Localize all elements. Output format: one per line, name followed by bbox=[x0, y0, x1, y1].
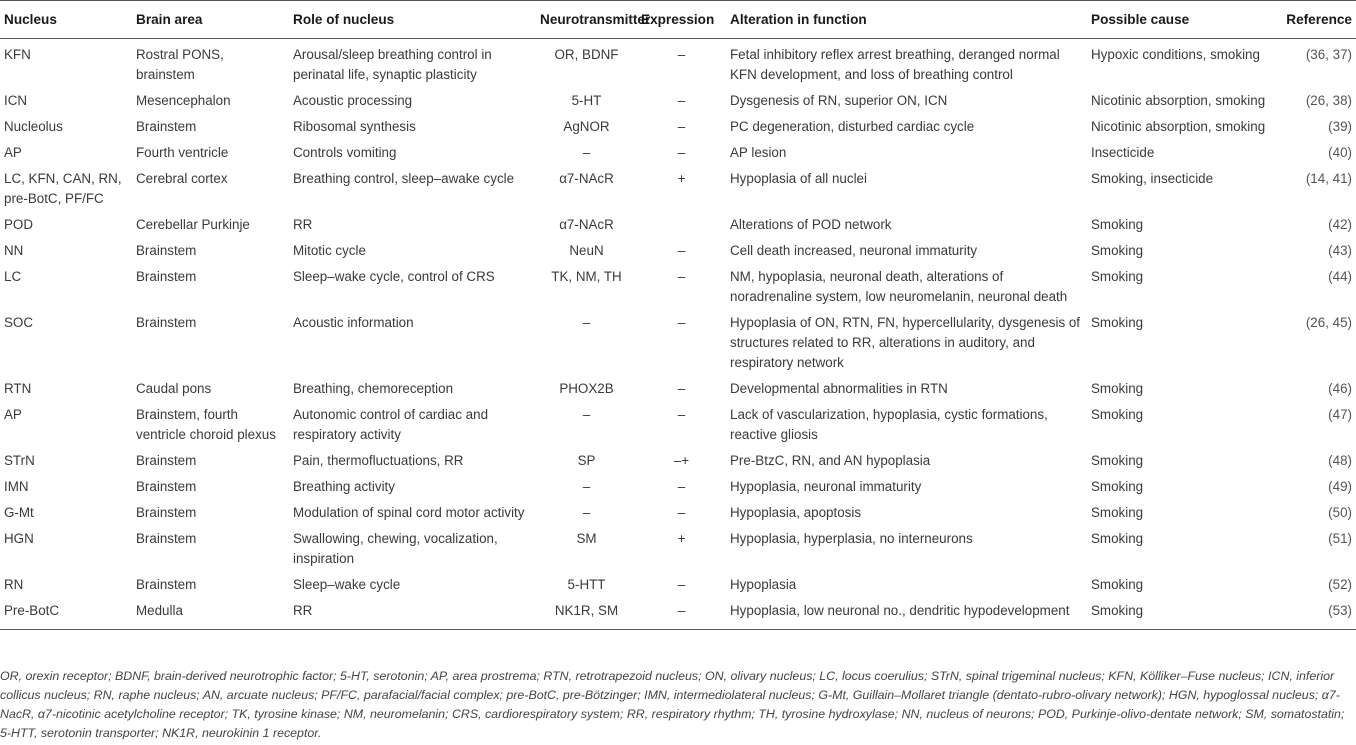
table-row bbox=[0, 209, 1356, 235]
role-cell: Sleep–wake cycle bbox=[293, 577, 401, 592]
expression-cell: –+ bbox=[673, 453, 690, 468]
table-row bbox=[0, 595, 1356, 630]
nucleus-cell: SOC bbox=[4, 315, 34, 330]
table-footnote: OR, orexin receptor; BDNF, brain-derived neurotrophic factor; 5-HT, serotonin; AP, area prostrema; RTN, retrotrapezoid nucleus; ON, olivary nucleus; LC, locus coerulius; STrN, spinal trigeminal nucleus; KFN, Kölliker–Fuse nucleus; ICN, inferior collicus nucleus; RN, raphe nucleus; AN, arcuate nucleus; PF/FC, parafacial/facial complex; pre-BotC, pre-Bötzinger; IMN, intermediolateral nucleus; G-Mt, Guillain–Mollaret triangle (dentato-rubro-olivary network); HGN, hypoglossal nucleus; α7-NacR, α7-nicotinic acetylcholine receptor; TK, tyrosine kinase; NM, neuromelanin; CRS, cardiorespiratory system; RR, respiratory rhythm; TH, tyrosine hydroxylase; NN, nucleus of neurons; POD, Purkinje-olivo-dentate network; SM, somatostatin; 5-HTT, serotonin transporter; NK1R, neurokinin 1 receptor. bbox=[0, 669, 1345, 740]
alteration-cell: Dysgenesis of RN, superior ON, ICN bbox=[730, 93, 948, 108]
reference-cell: (42) bbox=[1328, 217, 1352, 232]
nucleus-cell: AP bbox=[4, 407, 22, 422]
alteration-cell: Hypoplasia bbox=[730, 577, 797, 592]
nucleus-cell: LC bbox=[4, 269, 22, 284]
role-cell: Breathing activity bbox=[293, 479, 395, 494]
alteration-cell: PC degeneration, disturbed cardiac cycle bbox=[730, 119, 975, 134]
header-possible-cause: Possible cause bbox=[1087, 1, 1280, 39]
role-cell: Arousal/sleep breathing control in perinatal life, synaptic plasticity bbox=[293, 47, 492, 82]
expression-cell: – bbox=[677, 315, 686, 330]
alteration-cell: Hypoplasia, neuronal immaturity bbox=[730, 479, 922, 494]
role-cell: Pain, thermofluctuations, RR bbox=[293, 453, 464, 468]
role-cell: Controls vomiting bbox=[293, 145, 397, 160]
role-cell: Autonomic control of cardiac and respiratory activity bbox=[293, 407, 489, 442]
expression-cell bbox=[637, 209, 726, 235]
neurotransmitter-cell: – bbox=[582, 505, 591, 520]
brain-area-cell: Brainstem bbox=[136, 577, 197, 592]
nucleus-cell: KFN bbox=[4, 47, 31, 62]
alteration-cell: Hypoplasia, apoptosis bbox=[730, 505, 862, 520]
alteration-cell: Developmental abnormalities in RTN bbox=[730, 381, 948, 396]
cause-cell: Smoking bbox=[1091, 315, 1144, 330]
neurotransmitter-cell: – bbox=[582, 315, 591, 330]
reference-cell: (47) bbox=[1328, 407, 1352, 422]
reference-cell: (26, 38) bbox=[1305, 93, 1352, 108]
nucleus-cell: IMN bbox=[4, 479, 29, 494]
nucleus-cell: HGN bbox=[4, 531, 34, 546]
table-row bbox=[0, 39, 1356, 86]
expression-cell: – bbox=[677, 119, 686, 134]
table-row bbox=[0, 523, 1356, 569]
cause-cell: Smoking, insecticide bbox=[1091, 171, 1214, 186]
brain-area-cell: Brainstem bbox=[136, 531, 197, 546]
header-alteration: Alteration in function bbox=[726, 1, 1087, 39]
expression-cell: – bbox=[677, 381, 686, 396]
cause-cell: Smoking bbox=[1091, 407, 1144, 422]
brain-area-cell: Brainstem bbox=[136, 119, 197, 134]
reference-cell: (52) bbox=[1328, 577, 1352, 592]
neurotransmitter-cell: – bbox=[582, 479, 591, 494]
table-row bbox=[0, 137, 1356, 163]
cause-cell: Smoking bbox=[1091, 269, 1144, 284]
brain-area-cell: Brainstem, fourth ventricle choroid plexus bbox=[136, 407, 276, 442]
brain-area-cell: Brainstem bbox=[136, 505, 197, 520]
nucleus-cell: G-Mt bbox=[4, 505, 34, 520]
brain-area-cell: Cerebral cortex bbox=[136, 171, 228, 186]
expression-cell: – bbox=[677, 243, 686, 258]
header-nucleus: Nucleus bbox=[0, 1, 132, 39]
header-role: Role of nucleus bbox=[289, 1, 536, 39]
neurotransmitter-cell: AgNOR bbox=[563, 119, 610, 134]
expression-cell: + bbox=[677, 531, 686, 546]
brain-area-cell: Caudal pons bbox=[136, 381, 212, 396]
expression-cell: – bbox=[677, 505, 686, 520]
alteration-cell: Fetal inhibitory reflex arrest breathing, deranged normal KFN development, and loss of breathing control bbox=[730, 47, 1060, 82]
neurotransmitter-cell: TK, NM, TH bbox=[551, 269, 622, 284]
role-cell: Breathing control, sleep–awake cycle bbox=[293, 171, 515, 186]
alteration-cell: Lack of vascularization, hypoplasia, cystic formations, reactive gliosis bbox=[730, 407, 1048, 442]
table-row bbox=[0, 261, 1356, 307]
table-row bbox=[0, 497, 1356, 523]
expression-cell: + bbox=[677, 171, 686, 186]
cause-cell: Smoking bbox=[1091, 243, 1144, 258]
table-row bbox=[0, 111, 1356, 137]
alteration-cell: NM, hypoplasia, neuronal death, alterations of noradrenaline system, low neuromelanin, neuronal death bbox=[730, 269, 1068, 304]
expression-cell: – bbox=[677, 145, 686, 160]
reference-cell: (53) bbox=[1280, 595, 1356, 630]
reference-cell: (39) bbox=[1328, 119, 1352, 134]
reference-cell: (36, 37) bbox=[1305, 47, 1352, 62]
reference-cell: (48) bbox=[1328, 453, 1352, 468]
reference-cell: (50) bbox=[1328, 505, 1352, 520]
role-cell: Modulation of spinal cord motor activity bbox=[293, 505, 525, 520]
table-body bbox=[0, 39, 1356, 630]
table-row bbox=[0, 445, 1356, 471]
reference-cell: (46) bbox=[1328, 381, 1352, 396]
expression-cell: – bbox=[677, 269, 686, 284]
neurotransmitter-cell: NeuN bbox=[569, 243, 604, 258]
expression-cell: – bbox=[677, 577, 686, 592]
neurotransmitter-cell: PHOX2B bbox=[559, 381, 614, 396]
alteration-cell: Pre-BtzC, RN, and AN hypoplasia bbox=[730, 453, 931, 468]
nucleus-cell: AP bbox=[4, 145, 22, 160]
neurotransmitter-cell: 5-HTT bbox=[567, 577, 606, 592]
header-row bbox=[0, 1, 1356, 39]
brain-area-cell: Rostral PONS, brainstem bbox=[136, 47, 224, 82]
table-row bbox=[0, 373, 1356, 399]
nucleus-cell: RTN bbox=[4, 381, 32, 396]
nucleus-cell: POD bbox=[4, 217, 34, 232]
alteration-cell: AP lesion bbox=[730, 145, 787, 160]
role-cell: Breathing, chemoreception bbox=[293, 381, 454, 396]
cause-cell: Smoking bbox=[1087, 595, 1280, 630]
table-row bbox=[0, 399, 1356, 445]
brain-area-cell: Brainstem bbox=[136, 243, 197, 258]
header-expression: Expression bbox=[637, 1, 726, 39]
role-cell: Swallowing, chewing, vocalization, inspiration bbox=[293, 531, 498, 566]
role-cell: Ribosomal synthesis bbox=[293, 119, 416, 134]
nucleus-cell: Nucleolus bbox=[4, 119, 63, 134]
neurotransmitter-cell: α7-NAcR bbox=[559, 217, 614, 232]
alteration-cell: Hypoplasia of all nuclei bbox=[730, 171, 867, 186]
table-row bbox=[0, 163, 1356, 209]
role-cell: RR bbox=[289, 595, 536, 630]
nucleus-cell: STrN bbox=[4, 453, 35, 468]
alteration-cell: Cell death increased, neuronal immaturity bbox=[730, 243, 978, 258]
header-neurotransmitter: Neurotransmitter bbox=[536, 1, 637, 39]
role-cell: Acoustic information bbox=[293, 315, 414, 330]
cause-cell: Smoking bbox=[1091, 479, 1144, 494]
neurotransmitter-cell: 5-HT bbox=[571, 93, 602, 108]
alteration-cell: Alterations of POD network bbox=[730, 217, 892, 232]
brain-area-cell: Medulla bbox=[132, 595, 289, 630]
neurotransmitter-cell: OR, BDNF bbox=[554, 47, 619, 62]
expression-cell: – bbox=[637, 595, 726, 630]
expression-cell: – bbox=[677, 93, 686, 108]
brain-area-cell: Brainstem bbox=[136, 479, 197, 494]
role-cell: RR bbox=[293, 217, 313, 232]
cause-cell: Smoking bbox=[1091, 217, 1144, 232]
brain-area-cell: Cerebellar Purkinje bbox=[136, 217, 250, 232]
table-row bbox=[0, 85, 1356, 111]
cause-cell: Smoking bbox=[1091, 577, 1144, 592]
neurotransmitter-cell: SP bbox=[577, 453, 596, 468]
reference-cell: (26, 45) bbox=[1305, 315, 1352, 330]
brain-area-cell: Brainstem bbox=[136, 269, 197, 284]
brain-area-cell: Mesencephalon bbox=[136, 93, 231, 108]
role-cell: Acoustic processing bbox=[293, 93, 413, 108]
table-row bbox=[0, 235, 1356, 261]
header-brain-area: Brain area bbox=[132, 1, 289, 39]
cause-cell: Hypoxic conditions, smoking bbox=[1091, 47, 1260, 62]
brain-area-cell: Brainstem bbox=[136, 453, 197, 468]
cause-cell: Smoking bbox=[1091, 381, 1144, 396]
cause-cell: Smoking bbox=[1091, 531, 1144, 546]
neurotransmitter-cell: – bbox=[582, 145, 591, 160]
nucleus-cell: NN bbox=[4, 243, 24, 258]
reference-cell: (43) bbox=[1328, 243, 1352, 258]
alteration-cell: Hypoplasia of ON, RTN, FN, hypercellularity, dysgenesis of structures related to RR, alterations in auditory, and respiratory network bbox=[730, 315, 1081, 370]
nucleus-cell: Pre-BotC bbox=[0, 595, 132, 630]
neurotransmitter-cell: NK1R, SM bbox=[536, 595, 637, 630]
table-row bbox=[0, 307, 1356, 373]
cause-cell: Smoking bbox=[1091, 505, 1144, 520]
reference-cell: (14, 41) bbox=[1305, 171, 1352, 186]
expression-cell: – bbox=[677, 479, 686, 494]
nucleus-cell: ICN bbox=[4, 93, 28, 108]
role-cell: Mitotic cycle bbox=[293, 243, 366, 258]
cause-cell: Nicotinic absorption, smoking bbox=[1091, 119, 1266, 134]
cause-cell: Smoking bbox=[1091, 453, 1144, 468]
reference-cell: (44) bbox=[1328, 269, 1352, 284]
cause-cell: Nicotinic absorption, smoking bbox=[1091, 93, 1266, 108]
brain-area-cell: Brainstem bbox=[136, 315, 197, 330]
neurotransmitter-cell: SM bbox=[576, 531, 597, 546]
nucleus-cell: LC, KFN, CAN, RN, pre-BotC, PF/FC bbox=[4, 171, 122, 206]
table-row bbox=[0, 569, 1356, 595]
reference-cell: (40) bbox=[1328, 145, 1352, 160]
table-row bbox=[0, 471, 1356, 497]
neurotransmitter-cell: α7-NAcR bbox=[559, 171, 614, 186]
header-reference: Reference bbox=[1280, 1, 1356, 39]
expression-cell: – bbox=[677, 47, 686, 62]
nucleus-cell: RN bbox=[4, 577, 24, 592]
role-cell: Sleep–wake cycle, control of CRS bbox=[293, 269, 495, 284]
alteration-cell: Hypoplasia, low neuronal no., dendritic hypodevelopment bbox=[726, 595, 1087, 630]
neurotransmitter-cell: – bbox=[582, 407, 591, 422]
brain-area-cell: Fourth ventricle bbox=[136, 145, 229, 160]
expression-cell: – bbox=[677, 407, 686, 422]
reference-cell: (49) bbox=[1328, 479, 1352, 494]
cause-cell: Insecticide bbox=[1091, 145, 1155, 160]
alteration-cell: Hypoplasia, hyperplasia, no interneurons bbox=[730, 531, 973, 546]
reference-cell: (51) bbox=[1328, 531, 1352, 546]
